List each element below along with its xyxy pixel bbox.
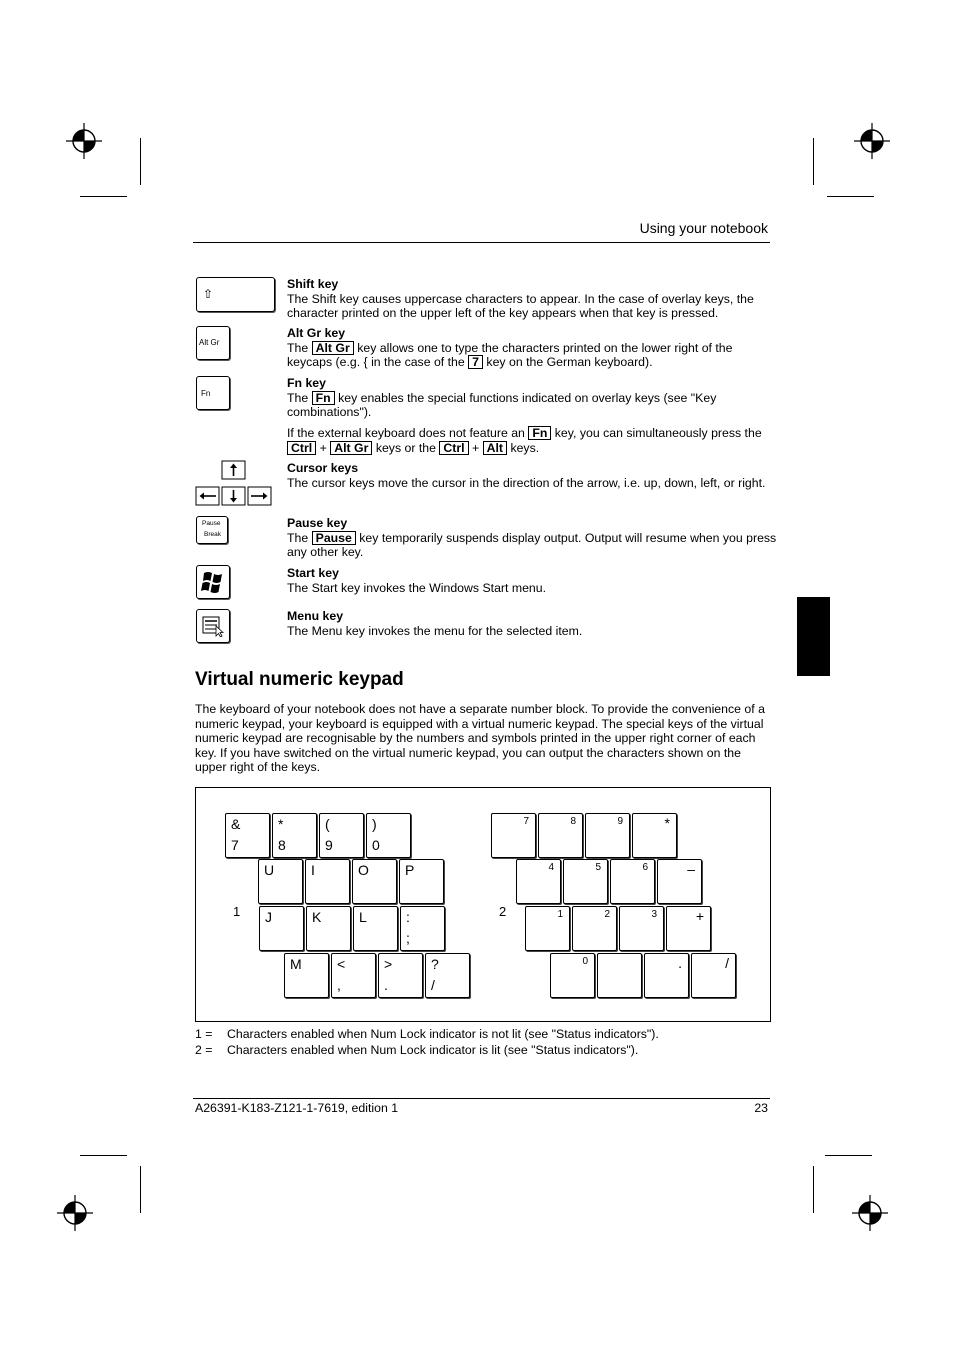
entry-title: Menu key xyxy=(287,609,344,623)
key-legend: 0 xyxy=(582,956,588,967)
shift-arrow-icon: ⇧ xyxy=(203,287,214,301)
keypad-key xyxy=(666,906,711,951)
keypad-key xyxy=(400,906,445,951)
entry-text: If the external keyboard does not feature an xyxy=(287,426,525,440)
entry-text: key on the German keyboard). xyxy=(486,355,653,370)
figure-notes xyxy=(195,1026,659,1058)
key-legend: * xyxy=(664,815,670,831)
keypad-key xyxy=(319,813,364,858)
keypad-key xyxy=(225,813,270,858)
key-label: 7 xyxy=(468,355,483,369)
entry-text: The cursor keys move the cursor in the direction of the arrow, i.e. up, down, left, or right. xyxy=(287,475,766,490)
keypad-key xyxy=(491,813,536,858)
menu-key-icon xyxy=(196,609,230,643)
entry-text: keys. xyxy=(510,440,540,455)
keypad-key xyxy=(516,859,561,904)
pause-key-icon xyxy=(196,516,228,544)
keypad-key xyxy=(610,859,655,904)
key-legend: 0 xyxy=(372,837,380,853)
footer-rule xyxy=(193,1098,770,1099)
entry-text: The xyxy=(287,530,309,545)
keypad-key xyxy=(572,906,617,951)
registration-mark-icon xyxy=(66,123,102,159)
entry-text: keys or the xyxy=(375,440,436,455)
key-icon-label: Fn xyxy=(201,389,211,398)
start-key-entry xyxy=(287,566,777,595)
key-label: Fn xyxy=(312,391,335,405)
crop-mark xyxy=(813,138,814,185)
entry-title: Start key xyxy=(287,566,339,580)
entry-text: The Menu key invokes the menu for the selected item. xyxy=(287,623,583,638)
keypad-key xyxy=(258,859,303,904)
key-legend: O xyxy=(358,862,369,878)
keypad-key xyxy=(550,953,595,998)
keypad-key xyxy=(306,906,351,951)
note-text: Characters enabled when Num Lock indicator is not lit (see "Status indicators"). xyxy=(227,1027,659,1041)
section-paragraph: The keyboard of your notebook does not have a separate number block. To provide the convenience of a numeric keypad, your keyboard is equipped with a virtual numeric keypad. The special keys of the virtual numeric keypad are recognisable by the numbers and symbols printed in the upper right corner of each key. If you have switched on the virtual numeric keypad, you can output the characters shown on the upper right of the keys. xyxy=(195,702,765,775)
key-legend: 7 xyxy=(523,816,529,827)
windows-logo-icon xyxy=(201,571,225,593)
key-legend: 9 xyxy=(617,816,623,827)
keypad-key xyxy=(399,859,444,904)
key-legend: . xyxy=(384,977,388,993)
key-icon-label: Pause xyxy=(202,520,221,527)
keypad-key xyxy=(305,859,350,904)
key-label: Ctrl xyxy=(439,441,468,455)
key-legend: I xyxy=(311,862,315,878)
keypad-key xyxy=(366,813,411,858)
entry-text: The Start key invokes the Windows Start menu. xyxy=(287,580,547,595)
chapter-thumb-tab xyxy=(797,597,830,676)
key-legend: K xyxy=(312,909,322,925)
crop-mark xyxy=(827,196,874,197)
key-label: Alt xyxy=(483,441,507,455)
key-legend: L xyxy=(359,909,367,925)
keypad-key xyxy=(425,953,470,998)
section-title: Virtual numeric keypad xyxy=(195,669,404,690)
keypad-key xyxy=(352,859,397,904)
shift-key-entry xyxy=(287,277,777,321)
keypad-key xyxy=(272,813,317,858)
entry-title: Alt Gr key xyxy=(287,326,346,340)
key-legend: M xyxy=(290,956,302,972)
key-legend: P xyxy=(405,862,415,878)
key-legend: ( xyxy=(325,816,330,832)
keypad-key xyxy=(619,906,664,951)
keypad-key xyxy=(538,813,583,858)
figure-label: 1 xyxy=(233,904,241,919)
document-id: A26391-K183-Z121-1-7619, edition 1 xyxy=(195,1101,399,1115)
figure-label: 2 xyxy=(499,904,507,919)
running-header: Using your notebook xyxy=(639,220,768,236)
cursor-keys-icon xyxy=(195,460,273,506)
registration-mark-icon xyxy=(854,123,890,159)
keypad-figure xyxy=(195,787,771,1022)
keypad-key xyxy=(563,859,608,904)
key-legend: U xyxy=(264,862,275,878)
header-rule xyxy=(193,242,770,243)
shift-key-icon xyxy=(196,277,275,312)
key-legend: & xyxy=(231,816,241,832)
pause-key-entry xyxy=(287,516,777,560)
key-legend: ? xyxy=(431,956,439,972)
key-legend: 3 xyxy=(651,909,657,920)
key-legend: 8 xyxy=(278,837,286,853)
key-label: Pause xyxy=(312,531,356,545)
key-legend: 4 xyxy=(548,862,554,873)
crop-mark xyxy=(80,196,127,197)
keypad-key xyxy=(597,953,642,998)
entry-text: + xyxy=(319,440,327,455)
key-legend: 5 xyxy=(595,862,601,873)
registration-mark-icon xyxy=(57,1195,93,1231)
note-row xyxy=(195,1026,659,1042)
registration-mark-icon xyxy=(852,1195,888,1231)
keypad-key xyxy=(259,906,304,951)
crop-mark xyxy=(140,138,141,185)
key-legend: 9 xyxy=(325,837,333,853)
key-legend: , xyxy=(337,977,341,993)
cursor-keys-entry xyxy=(287,461,777,490)
note-number: 1 = xyxy=(195,1027,213,1041)
entry-title: Cursor keys xyxy=(287,461,359,475)
key-legend: 1 xyxy=(557,909,563,920)
entry-text: The Shift key causes uppercase characters to appear. In the case of overlay keys, the character printed on the upper left of the key appears when that key is pressed. xyxy=(287,291,754,321)
key-legend: + xyxy=(695,908,704,924)
menu-key-entry xyxy=(287,609,777,638)
key-icon-label: Break xyxy=(204,531,221,538)
key-legend: > xyxy=(384,956,393,972)
fn-key-icon xyxy=(196,376,230,410)
key-legend: 7 xyxy=(231,837,239,853)
alt-gr-key-icon xyxy=(196,326,230,360)
fn-key-entry xyxy=(287,376,777,420)
key-legend: 8 xyxy=(570,816,576,827)
key-legend: 2 xyxy=(604,909,610,920)
key-legend: – xyxy=(687,861,695,877)
note-row xyxy=(195,1042,659,1058)
key-label: Ctrl xyxy=(287,441,316,455)
keypad-key xyxy=(644,953,689,998)
crop-mark xyxy=(140,1166,141,1213)
key-icon-label: Alt Gr xyxy=(199,338,220,347)
keypad-key xyxy=(525,906,570,951)
key-label: Alt Gr xyxy=(312,341,354,355)
keypad-key xyxy=(632,813,677,858)
keypad-key xyxy=(691,953,736,998)
entry-title: Shift key xyxy=(287,277,339,291)
key-label: Alt Gr xyxy=(330,441,372,455)
key-legend: / xyxy=(725,955,729,971)
key-legend: J xyxy=(265,909,272,925)
start-key-icon xyxy=(196,565,230,599)
menu-icon xyxy=(202,615,226,637)
entry-title: Fn key xyxy=(287,376,326,390)
crop-mark xyxy=(813,1166,814,1213)
entry-text: The xyxy=(287,340,309,355)
keypad-key xyxy=(657,859,702,904)
key-legend: * xyxy=(278,816,284,832)
note-number: 2 = xyxy=(195,1043,213,1057)
entry-text: key allows one to type the characters printed on the lower right of the keycaps (e.g. { in the case of the xyxy=(287,340,733,370)
page-number: 23 xyxy=(754,1101,768,1115)
key-legend: ) xyxy=(372,816,377,832)
note-text: Characters enabled when Num Lock indicator is lit (see "Status indicators"). xyxy=(227,1043,639,1057)
key-label: Fn xyxy=(528,426,551,440)
key-legend: < xyxy=(337,956,346,972)
keypad-key xyxy=(331,953,376,998)
entry-text: + xyxy=(472,440,480,455)
entry-text: The xyxy=(287,390,309,405)
entry-title: Pause key xyxy=(287,516,348,530)
crop-mark xyxy=(825,1155,872,1156)
key-legend: ; xyxy=(406,930,410,946)
key-legend: / xyxy=(431,977,435,993)
entry-text: key enables the special functions indicated on overlay keys (see "Key combinations"). xyxy=(287,390,717,420)
key-legend: 6 xyxy=(642,862,648,873)
keypad-key xyxy=(353,906,398,951)
crop-mark xyxy=(80,1155,127,1156)
key-legend: . xyxy=(678,955,682,971)
key-legend: : xyxy=(406,909,410,925)
fn-key-entry-note xyxy=(287,426,777,455)
keypad-key xyxy=(284,953,329,998)
keypad-key xyxy=(585,813,630,858)
entry-text: key temporarily suspends display output. Output will resume when you press any other key. xyxy=(287,530,777,560)
keypad-key xyxy=(378,953,423,998)
entry-text: key, you can simultaneously press the xyxy=(554,426,762,440)
alt-gr-key-entry xyxy=(287,326,777,370)
